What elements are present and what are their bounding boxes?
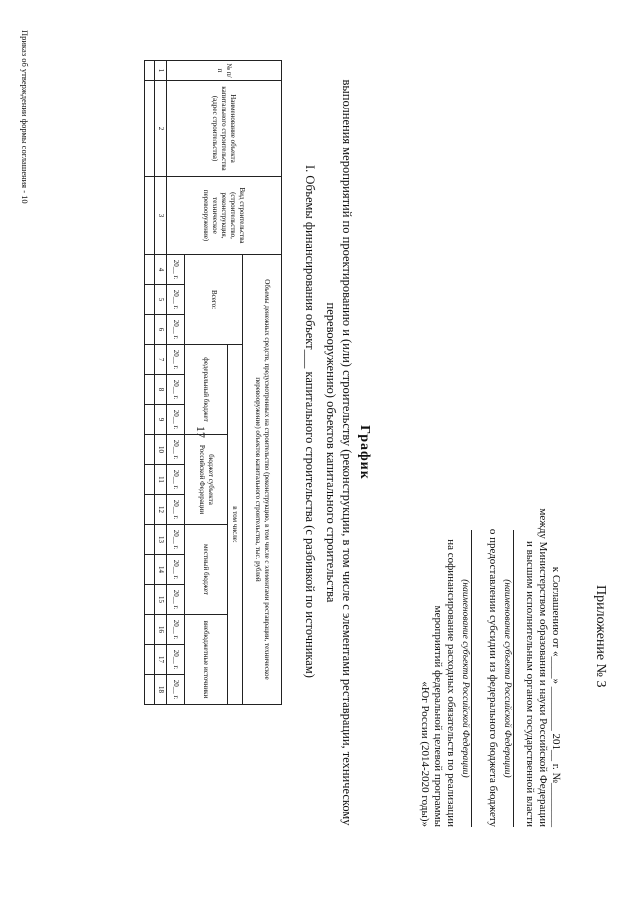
year-cell: 20__ г. [167, 555, 185, 585]
header-volumes: Объемы денежных средств, предусмотренных на строительство (реконструкцию, в том числе с элементами реставрации, техническое перевооружение) объектов капитального строительства, тыс. рублей [243, 255, 282, 705]
document-subtitle: перевооружению) объектов капитального строительства [324, 302, 338, 603]
header-line: на софинансирование расходных обязательств по реализации [445, 539, 457, 827]
column-number: 18 [155, 675, 167, 705]
table-cell [145, 645, 155, 675]
header-line: «Юг России (2014-2020 годы)» [419, 681, 431, 827]
year-cell: 20__ г. [167, 495, 185, 525]
column-number: 6 [155, 315, 167, 345]
column-number: 9 [155, 405, 167, 435]
column-number: 10 [155, 435, 167, 465]
financing-table [144, 60, 282, 705]
table-cell [145, 435, 155, 465]
year-cell: 20__ г. [167, 465, 185, 495]
column-number: 8 [155, 375, 167, 405]
header-extra: внебюджетные источники [185, 615, 228, 705]
table-cell [145, 81, 155, 177]
table-cell [145, 375, 155, 405]
table-cell [145, 525, 155, 555]
table-cell [145, 61, 155, 81]
header-federal: федеральный бюджет [185, 345, 228, 435]
agreement-header [523, 455, 562, 827]
year-cell: 20__ г. [167, 345, 185, 375]
document-subtitle: выполнения мероприятий по проектированию и (или) строительству (реконструкции, в том числе с элементами реставрации, техническому [340, 79, 354, 826]
header-kind: Вид строительства (строительство, реконструкция, техническое перевооружение) [167, 177, 282, 255]
header-name: Наименование объекта капитального строительства (адрес строительства) [167, 81, 282, 177]
year-cell: 20__ г. [167, 405, 185, 435]
table-cell [145, 465, 155, 495]
year-cell: 20__ г. [167, 285, 185, 315]
fill-line [471, 530, 472, 827]
header-local: местный бюджет [185, 525, 228, 615]
table-cell [145, 615, 155, 645]
column-number: 14 [155, 555, 167, 585]
column-number: 3 [155, 177, 167, 255]
column-number: 12 [155, 495, 167, 525]
header-line: к Соглашению от «____» ________ 201__ г. №________ [550, 566, 562, 827]
table-cell [145, 495, 155, 525]
fill-line [513, 530, 514, 827]
column-number: 7 [155, 345, 167, 375]
column-number: 2 [155, 81, 167, 177]
column-number: 4 [155, 255, 167, 285]
column-number: 11 [155, 465, 167, 495]
year-cell: 20__ г. [167, 645, 185, 675]
year-cell: 20__ г. [167, 615, 185, 645]
year-cell: 20__ г. [167, 525, 185, 555]
column-number: 15 [155, 585, 167, 615]
header-block [418, 455, 457, 827]
header-line: мероприятий федеральной целевой программы [432, 605, 444, 827]
header-regional: бюджет субъекта Российской Федерации [185, 435, 228, 525]
header-num: № п/п [167, 61, 282, 81]
year-cell: 20__ г. [167, 255, 185, 285]
year-cell: 20__ г. [167, 375, 185, 405]
year-cell: 20__ г. [167, 435, 185, 465]
column-number: 16 [155, 615, 167, 645]
year-cell: 20__ г. [167, 315, 185, 345]
header-total: Всего: [185, 255, 243, 345]
table-cell [145, 315, 155, 345]
header-line: и высшим исполнительным органом государственной власти [524, 540, 536, 827]
footer-note: Приказ об утверждении формы соглашения - 10 [20, 30, 30, 204]
section-heading: I. Объемы финансирования объект___ капитального строительства (с разбивкой по источникам) [303, 165, 317, 678]
table-cell [145, 285, 155, 315]
appendix-title: Приложение № 3 [593, 585, 608, 688]
table-cell [145, 345, 155, 375]
column-number: 17 [155, 645, 167, 675]
page-number: 17 [194, 426, 208, 438]
column-number: 13 [155, 525, 167, 555]
header-including: в том числе: [228, 345, 243, 705]
table-cell [145, 177, 155, 255]
table-cell [145, 585, 155, 615]
table-cell [145, 555, 155, 585]
table-cell [145, 675, 155, 705]
column-number: 5 [155, 285, 167, 315]
column-number: 1 [155, 61, 167, 81]
header-line: между Министерством образования и науки Российской Федерации [537, 508, 549, 827]
year-cell: 20__ г. [167, 675, 185, 705]
year-cell: 20__ г. [167, 585, 185, 615]
table-cell [145, 255, 155, 285]
caption: (наименование субъекта Российской Федерации) [460, 579, 470, 778]
table-cell [145, 405, 155, 435]
header-line: о предоставлении субсидии из федерального бюджета бюджету [487, 528, 499, 827]
document-title: График [357, 425, 372, 480]
caption: (наименование субъекта Российской Федерации) [502, 579, 512, 778]
